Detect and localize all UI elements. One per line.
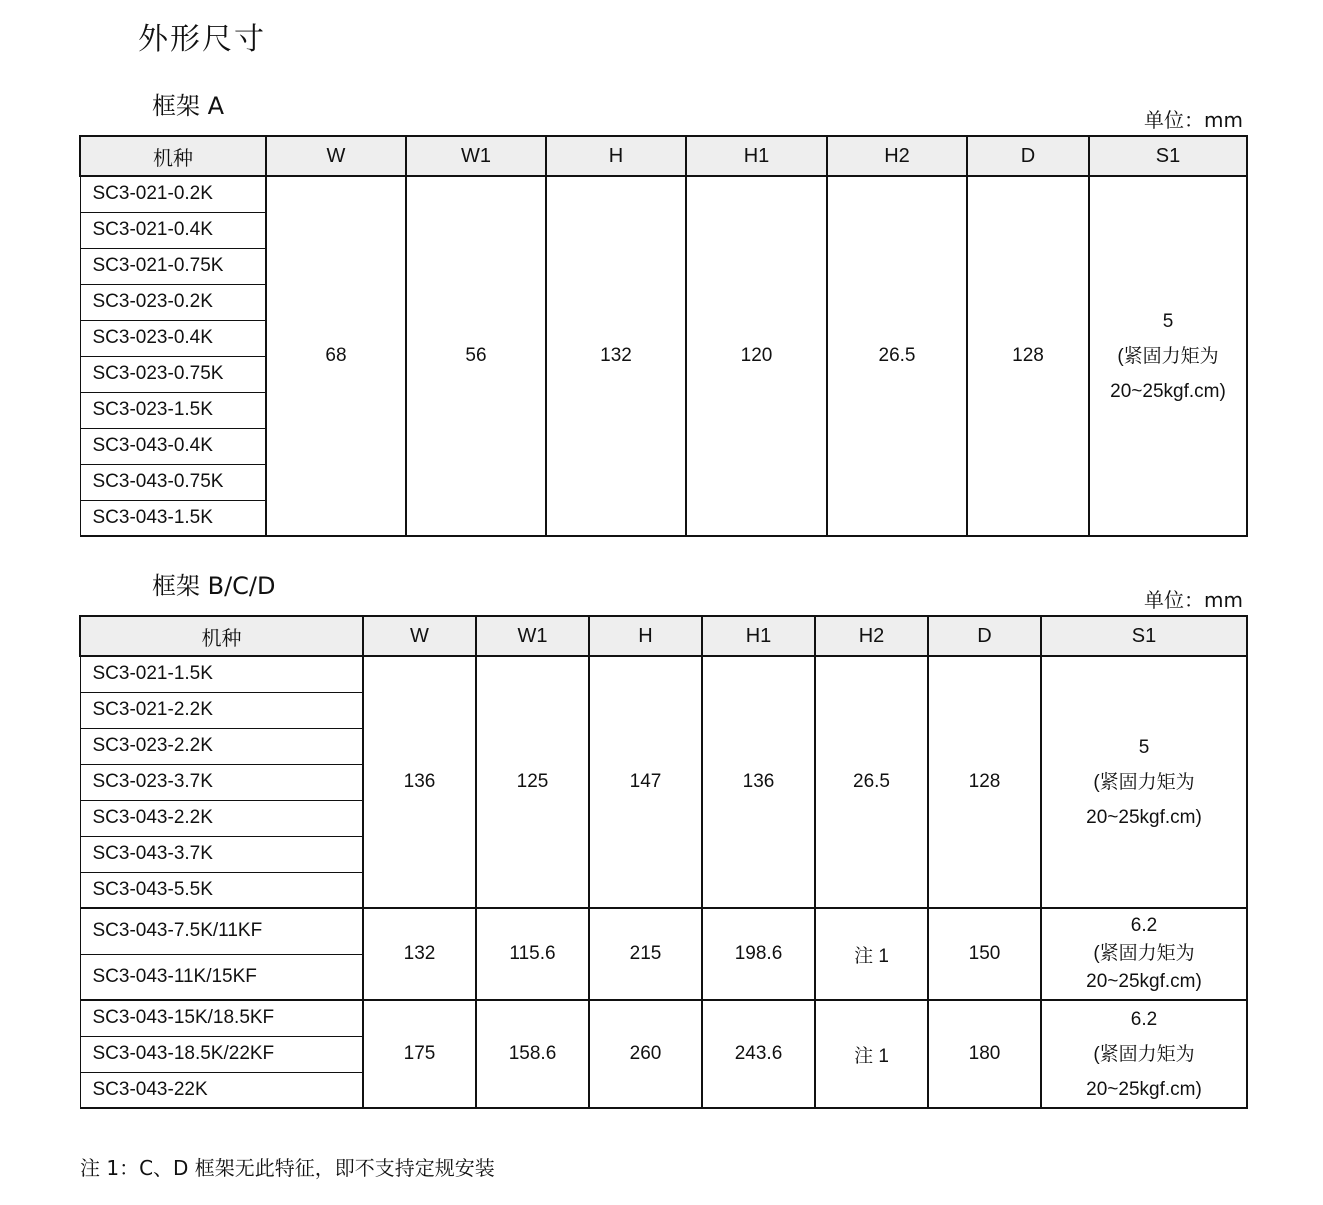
s1-range: 20~25kgf.cm) (1086, 971, 1202, 992)
value-cell-s1 (1089, 176, 1247, 536)
value-cell-h: 215 (589, 908, 702, 1000)
frame-bcd-title: 框架 B/C/D (152, 572, 276, 600)
header-w: W (266, 136, 406, 176)
table-header-row (80, 136, 1247, 176)
value-cell-s1 (1041, 656, 1247, 908)
table-row (80, 908, 1247, 954)
value-cell-w: 132 (363, 908, 476, 1000)
model-cell: SC3-021-1.5K (80, 656, 363, 692)
s1-value: 6.2 (1130, 1008, 1158, 1030)
value-cell-w1: 115.6 (476, 908, 589, 1000)
model-cell: SC3-043-11K/15KF (80, 954, 363, 1000)
footnote: 注 1：C、D 框架无此特征，即不支持定规安装 (80, 1156, 495, 1180)
value-cell-s1 (1041, 908, 1247, 1000)
value-cell-w1: 56 (406, 176, 546, 536)
value-cell-d: 128 (967, 176, 1089, 536)
s1-range: 20~25kgf.cm) (1110, 380, 1226, 402)
value-cell-h1: 198.6 (702, 908, 815, 1000)
value-cell-d: 150 (928, 908, 1041, 1000)
header-s1: S1 (1089, 136, 1247, 176)
header-model: 机种 (80, 136, 266, 176)
header-d: D (967, 136, 1089, 176)
s1-value: 5 (1162, 310, 1174, 332)
model-cell: SC3-043-0.4K (80, 428, 266, 464)
model-cell: SC3-023-0.2K (80, 284, 266, 320)
frame-bcd-table (79, 615, 1248, 1109)
header-h1: H1 (686, 136, 827, 176)
s1-value: 6.2 (1130, 915, 1158, 936)
model-cell: SC3-043-15K/18.5KF (80, 1000, 363, 1036)
header-s1: S1 (1041, 616, 1247, 656)
model-cell: SC3-021-0.4K (80, 212, 266, 248)
value-cell-h1: 120 (686, 176, 827, 536)
header-h1: H1 (702, 616, 815, 656)
value-cell-h1: 136 (702, 656, 815, 908)
header-w1: W1 (406, 136, 546, 176)
model-cell: SC3-023-0.75K (80, 356, 266, 392)
model-cell: SC3-043-2.2K (80, 800, 363, 836)
s1-range: 20~25kgf.cm) (1086, 806, 1202, 828)
s1-note: (紧固力矩为 (1117, 345, 1219, 367)
table-row (80, 656, 1247, 692)
header-h2: H2 (815, 616, 928, 656)
model-cell: SC3-043-0.75K (80, 464, 266, 500)
value-cell-w: 136 (363, 656, 476, 908)
model-cell: SC3-043-3.7K (80, 836, 363, 872)
s1-range: 20~25kgf.cm) (1086, 1078, 1202, 1100)
value-cell-h: 260 (589, 1000, 702, 1108)
value-cell-h2: 26.5 (827, 176, 967, 536)
frame-a-table (79, 135, 1248, 537)
model-cell: SC3-021-0.2K (80, 176, 266, 212)
model-cell: SC3-043-1.5K (80, 500, 266, 536)
frame-a-title: 框架 A (152, 92, 225, 120)
value-cell-h2: 注 1 (815, 908, 928, 1000)
value-cell-s1 (1041, 1000, 1247, 1108)
value-cell-h2: 26.5 (815, 656, 928, 908)
value-cell-d: 180 (928, 1000, 1041, 1108)
s1-value: 5 (1138, 736, 1150, 758)
s1-note: (紧固力矩为 (1093, 943, 1195, 964)
value-cell-h: 132 (546, 176, 686, 536)
value-cell-w1: 158.6 (476, 1000, 589, 1108)
value-cell-w: 68 (266, 176, 406, 536)
table-row (80, 1000, 1247, 1036)
value-cell-d: 128 (928, 656, 1041, 908)
model-cell: SC3-043-5.5K (80, 872, 363, 908)
table-header-row (80, 616, 1247, 656)
model-cell: SC3-043-18.5K/22KF (80, 1036, 363, 1072)
header-h: H (589, 616, 702, 656)
model-cell: SC3-021-0.75K (80, 248, 266, 284)
header-d: D (928, 616, 1041, 656)
page-title: 外形尺寸 (138, 22, 266, 57)
value-cell-w: 175 (363, 1000, 476, 1108)
value-cell-h: 147 (589, 656, 702, 908)
frame-bcd-unit: 单位：mm (1144, 588, 1243, 612)
model-cell: SC3-043-7.5K/11KF (80, 908, 363, 954)
frame-a-unit: 单位：mm (1144, 108, 1243, 132)
header-h: H (546, 136, 686, 176)
s1-note: (紧固力矩为 (1093, 1043, 1195, 1065)
model-cell: SC3-021-2.2K (80, 692, 363, 728)
value-cell-h1: 243.6 (702, 1000, 815, 1108)
model-cell: SC3-023-1.5K (80, 392, 266, 428)
value-cell-h2: 注 1 (815, 1000, 928, 1108)
value-cell-w1: 125 (476, 656, 589, 908)
header-model: 机种 (80, 616, 363, 656)
header-w: W (363, 616, 476, 656)
model-cell: SC3-023-3.7K (80, 764, 363, 800)
header-w1: W1 (476, 616, 589, 656)
model-cell: SC3-023-2.2K (80, 728, 363, 764)
model-cell: SC3-043-22K (80, 1072, 363, 1108)
model-cell: SC3-023-0.4K (80, 320, 266, 356)
s1-note: (紧固力矩为 (1093, 771, 1195, 793)
header-h2: H2 (827, 136, 967, 176)
table-row (80, 176, 1247, 212)
